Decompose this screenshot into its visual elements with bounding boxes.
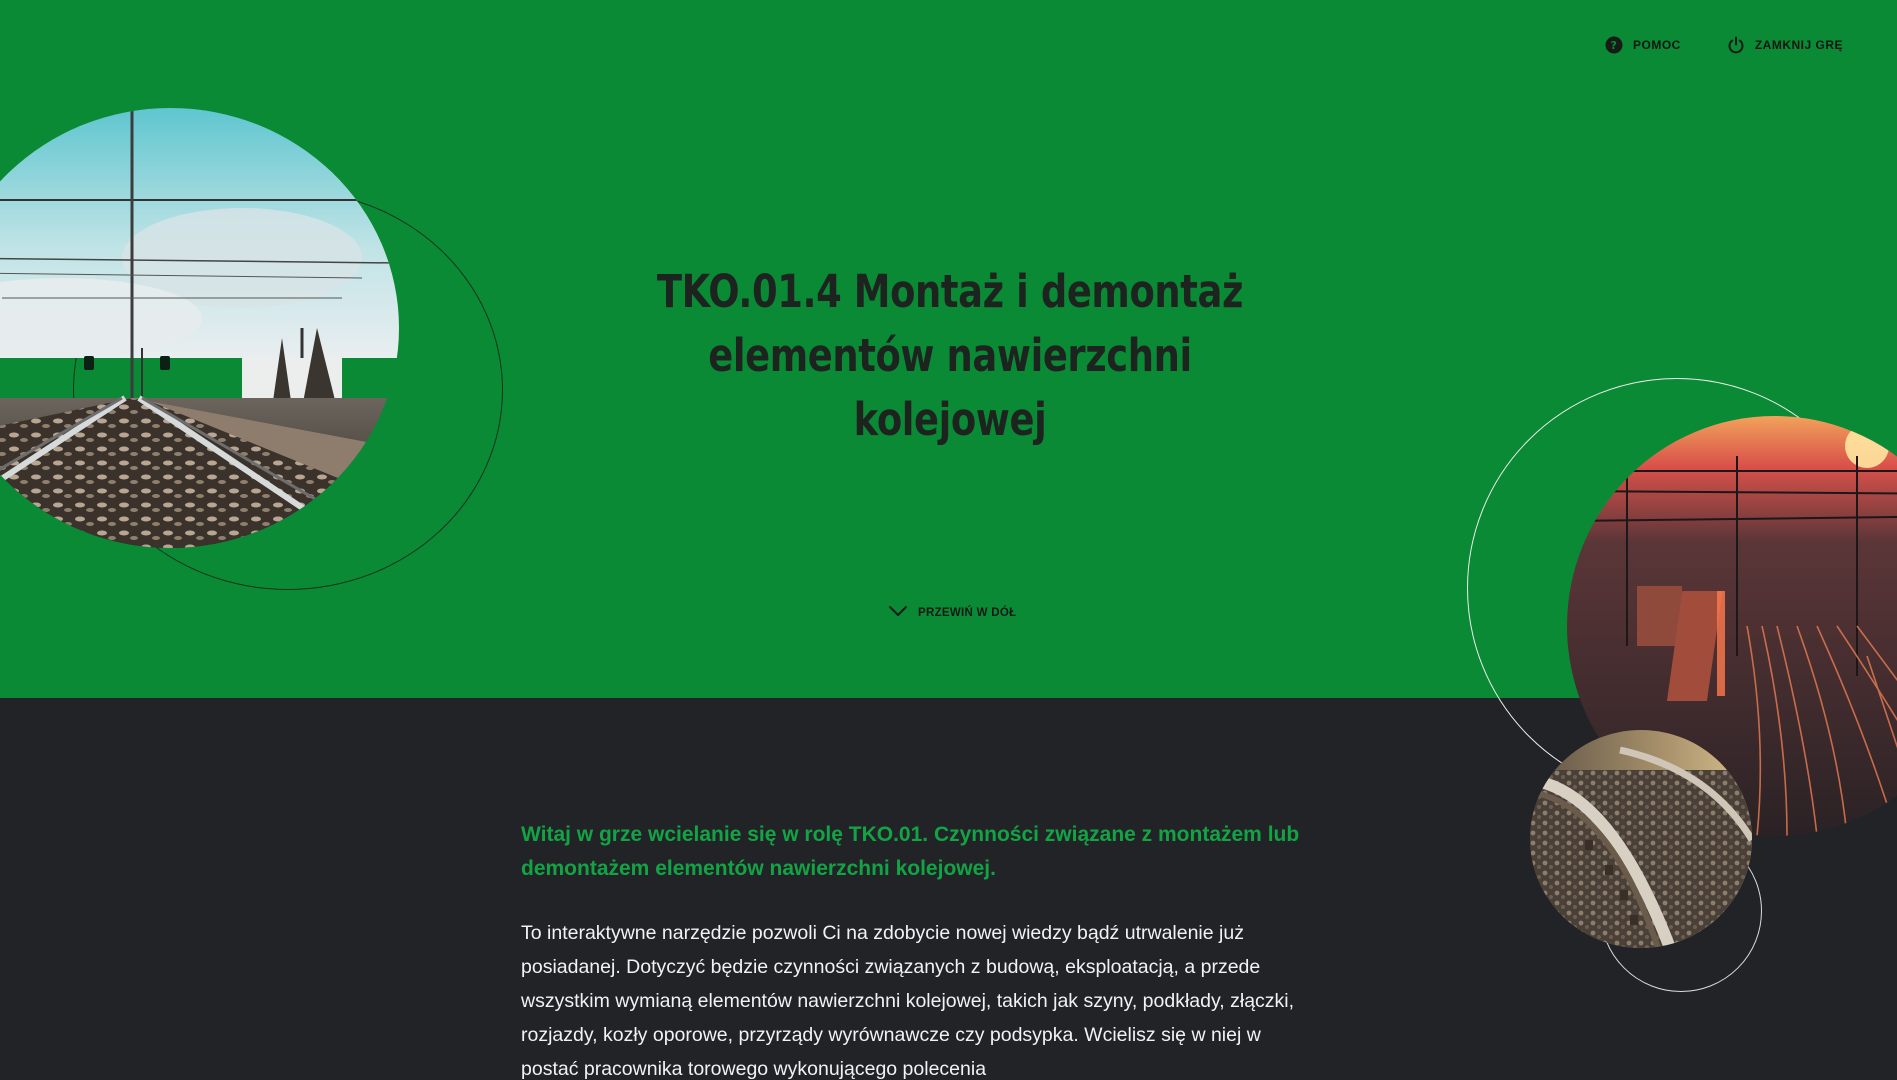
close-game-label: ZAMKNIJ GRĘ xyxy=(1754,38,1843,52)
help-button[interactable] xyxy=(1605,36,1681,54)
scroll-down-button[interactable] xyxy=(888,605,1016,620)
close-game-button[interactable] xyxy=(1727,36,1843,54)
help-label: POMOC xyxy=(1632,38,1681,52)
page-title: TKO.01.4 Montaż i demontaż elementów nawierzchni kolejowej xyxy=(656,265,1244,446)
power-icon xyxy=(1727,36,1745,54)
intro-body: To interaktywne narzędzie pozwoli Ci na zdobycie nowej wiedzy bądź utrwalenie już posiadanej. Dotyczyć będzie czynności związanych z budową, eksploatacją, a przede wszystkim wymianą elementów nawierzchni kolejowej, takich jak szyny, podkłady, złączki, rozjazdy, kozły oporowe, przyrządy wyrównawcze czy podsypka. Wcielisz się w niej w postać pracownika torowego wykonującego polecenia xyxy=(521,922,1295,1080)
rail-closeup-photo xyxy=(1530,730,1752,948)
svg-text:?: ? xyxy=(1610,39,1618,52)
scroll-down-label: PRZEWIŃ W DÓŁ xyxy=(918,606,1017,619)
intro-text-block xyxy=(521,818,1311,1080)
question-circle-icon xyxy=(1605,36,1623,54)
top-navigation xyxy=(1605,36,1843,54)
intro-lead: Witaj w grze wcielanie się w rolę TKO.01. Czynności związane z montażem lub demontażem elementów nawierzchni kolejowej. xyxy=(521,823,1300,880)
chevron-down-icon xyxy=(888,605,908,620)
